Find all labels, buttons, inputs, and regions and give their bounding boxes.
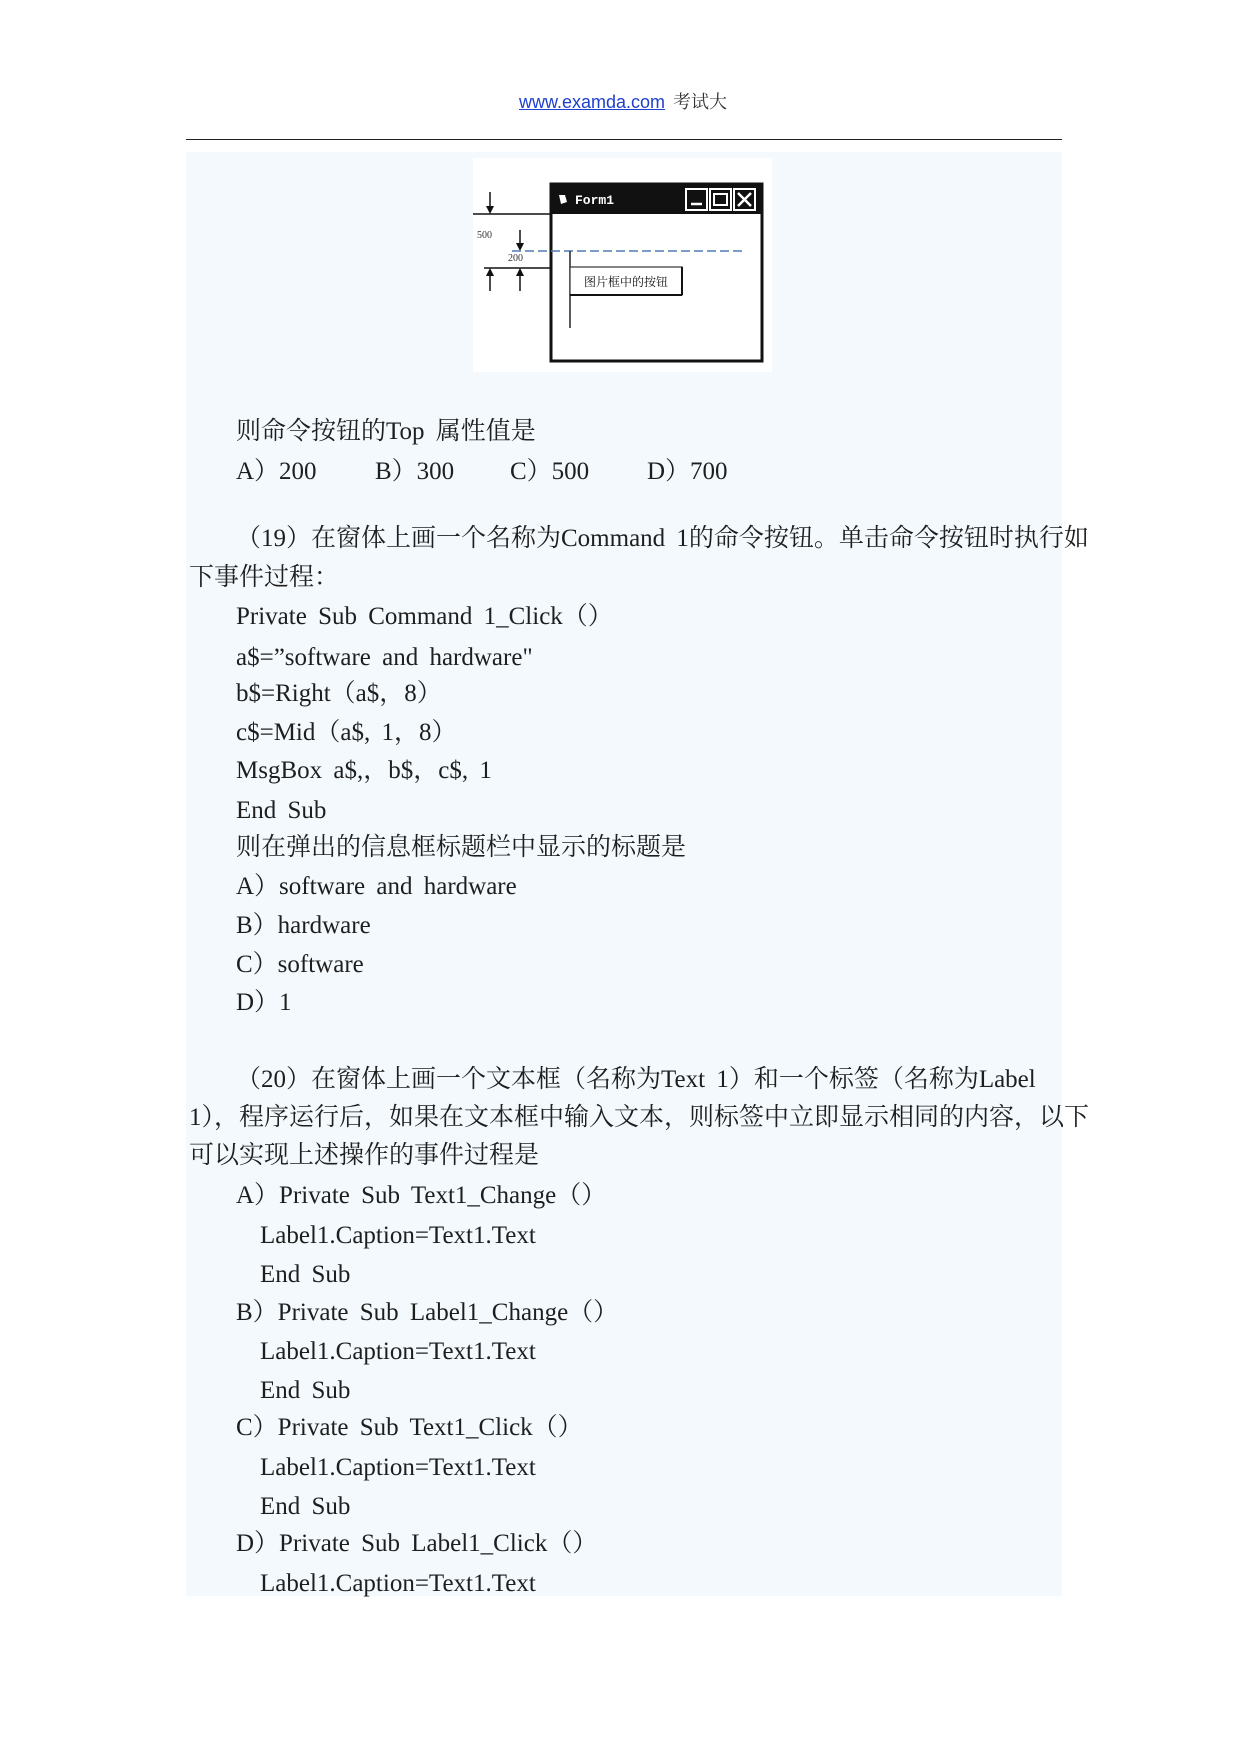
q19-stem-line-2: 下事件过程：: [189, 564, 340, 591]
q18-stem: 则命令按钮的Top 属性值是: [236, 418, 536, 445]
q19-option-b: B）hardware: [236, 912, 371, 939]
q19-code-line: a$=”software and hardware": [236, 644, 533, 671]
form-layout-diagram: [473, 158, 772, 372]
q20-option-d-body: Label1.Caption=Text1.Text: [260, 1570, 536, 1597]
q19-option-c: C）software: [236, 951, 364, 978]
command-button-caption: 图片框中的按钮: [583, 275, 669, 289]
arrowhead-500-down: [486, 206, 494, 214]
q20-option-c-header: C）Private Sub Text1_Click（）: [236, 1414, 583, 1441]
label-500: 500: [477, 230, 492, 241]
q20-option-c-body: Label1.Caption=Text1.Text: [260, 1454, 536, 1481]
arrowhead-200-up: [516, 268, 524, 276]
q18-option-b: B）300: [375, 458, 455, 485]
minimize-icon: [686, 189, 707, 210]
q20-option-a-body: Label1.Caption=Text1.Text: [260, 1222, 536, 1249]
q19-option-a: A）software and hardware: [236, 873, 517, 900]
arrowhead-500-up: [486, 268, 494, 276]
q20-option-b-body: Label1.Caption=Text1.Text: [260, 1338, 536, 1365]
q18-option-a: A）200: [236, 458, 317, 485]
site-name: 考试大: [673, 92, 727, 112]
q20-stem-line-1: （20）在窗体上画一个文本框（名称为Text 1）和一个标签（名称为Label: [236, 1066, 1036, 1093]
form-title: Form1: [575, 193, 615, 208]
q18-option-d: D）700: [647, 458, 728, 485]
q20-option-a-end: End Sub: [260, 1261, 351, 1288]
header-rule: [186, 139, 1062, 140]
q20-option-b-end: End Sub: [260, 1377, 351, 1404]
q19-option-d: D）1: [236, 989, 292, 1016]
label-200: 200: [508, 253, 523, 264]
q19-code-line: MsgBox a$,，b$，c$, 1: [236, 757, 492, 784]
q20-option-d-header: D）Private Sub Label1_Click（）: [236, 1530, 598, 1557]
q19-stem-line-1: （19）在窗体上画一个名称为Command 1的命令按钮。单击命令按钮时执行如: [236, 525, 1089, 552]
q19-code-line: c$=Mid（a$, 1，8）: [236, 719, 457, 746]
q19-code-line: b$=Right（a$，8）: [236, 680, 442, 707]
arrowhead-200-down: [516, 243, 524, 251]
site-link[interactable]: www.examda.com: [519, 92, 666, 112]
q20-stem-line-2: 1），程序运行后，如果在文本框中输入文本，则标签中立即显示相同的内容，以下: [189, 1104, 1090, 1131]
q19-code-line: End Sub: [236, 797, 327, 824]
q20-option-b-header: B）Private Sub Label1_Change（）: [236, 1299, 619, 1326]
q18-option-c: C）500: [510, 458, 590, 485]
form-diagram-figure: [473, 158, 772, 372]
q20-option-a-header: A）Private Sub Text1_Change（）: [236, 1182, 607, 1209]
q20-stem-line-3: 可以实现上述操作的事件过程是: [189, 1142, 540, 1169]
q19-code-line: Private Sub Command 1_Click（）: [236, 603, 613, 630]
q20-option-c-end: End Sub: [260, 1493, 351, 1520]
q19-prompt: 则在弹出的信息框标题栏中显示的标题是: [236, 834, 687, 861]
